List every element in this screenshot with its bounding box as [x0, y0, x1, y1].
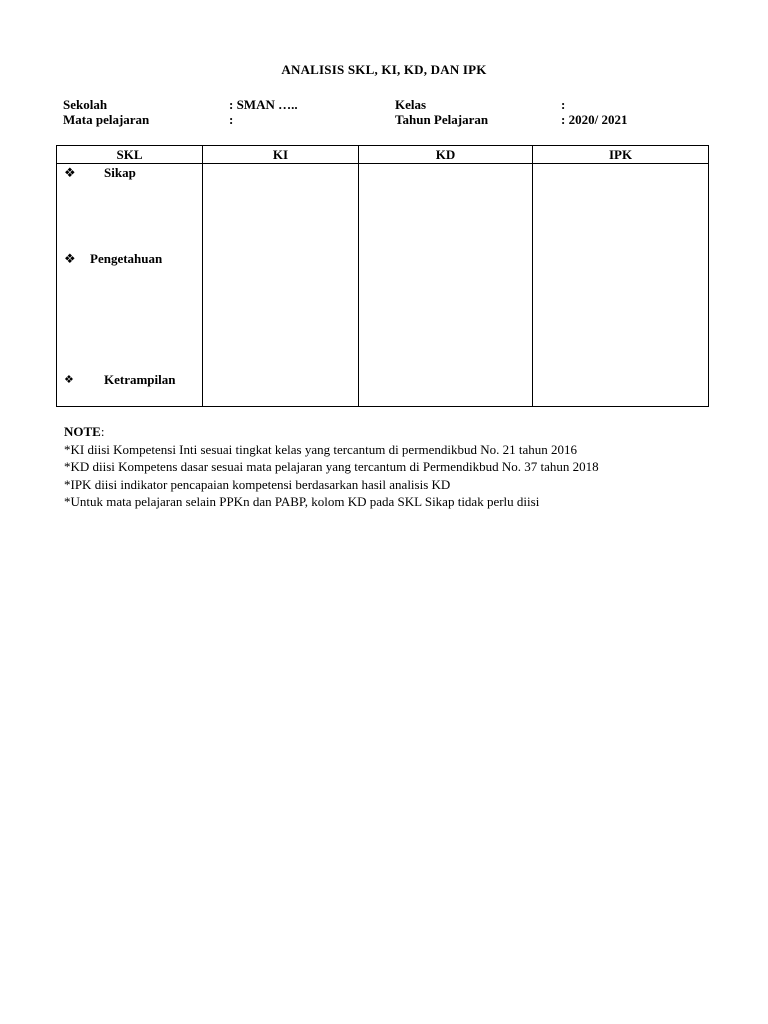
diamond-bullet-icon: ❖	[64, 165, 76, 180]
class-label: Kelas	[395, 97, 427, 112]
diamond-bullet-icon: ❖	[64, 374, 74, 386]
header-skl: SKL	[57, 146, 203, 164]
year-value: : 2020/ 2021	[561, 112, 628, 127]
subject-value: :	[229, 112, 234, 127]
table-header-row	[57, 146, 709, 164]
notes-heading-line	[64, 423, 599, 441]
skl-item-sikap: Sikap	[104, 165, 136, 180]
note-line: *IPK diisi indikator pencapaian kompetensi berdasarkan hasil analisis KD	[64, 476, 451, 492]
school-value: : SMAN …..	[229, 97, 298, 112]
skl-item-pengetahuan: Pengetahuan	[90, 251, 163, 266]
notes-heading: NOTE	[64, 424, 101, 439]
skl-item-ketrampilan: Ketrampilan	[104, 372, 176, 387]
note-line: *Untuk mata pelajaran selain PPKn dan PABP, kolom KD pada SKL Sikap tidak perlu diisi	[64, 494, 540, 509]
header-kd: KD	[359, 146, 533, 164]
note-line: *KD diisi Kompetens dasar sesuai mata pelajaran yang tercantum di Permendikbud No. 37 tahun 2018	[64, 459, 599, 474]
table-row	[57, 164, 709, 407]
header-ipk: IPK	[533, 146, 709, 164]
diamond-bullet-icon: ❖	[64, 251, 76, 266]
skl-cell	[57, 164, 203, 407]
year-label: Tahun Pelajaran	[395, 112, 489, 127]
note-line: *KI diisi Kompetensi Inti sesuai tingkat kelas yang tercantum di permendikbud No. 21 tahun 2016	[64, 441, 578, 457]
kd-cell	[359, 164, 533, 407]
school-label: Sekolah	[63, 97, 108, 112]
subject-label: Mata pelajaran	[63, 112, 150, 127]
analysis-table	[56, 145, 709, 407]
document-title: ANALISIS SKL, KI, KD, DAN IPK	[281, 62, 487, 77]
ki-cell	[203, 164, 359, 407]
ipk-cell	[533, 164, 709, 407]
header-ki: KI	[203, 146, 359, 164]
class-value: :	[561, 97, 566, 112]
notes-heading-colon: :	[100, 424, 105, 439]
notes-section	[64, 423, 599, 511]
